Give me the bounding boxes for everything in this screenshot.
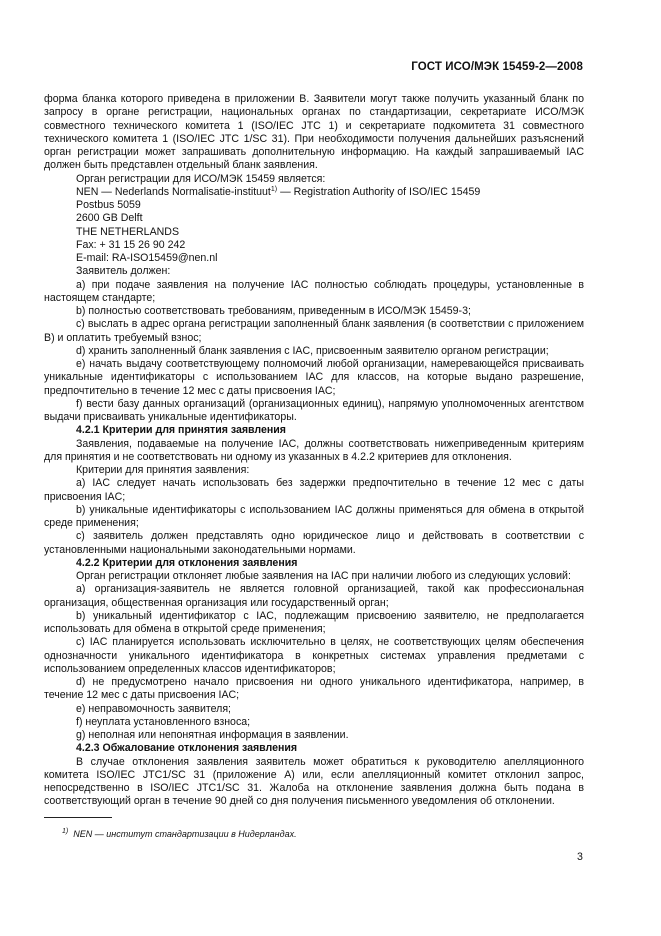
section-heading: 4.2.2 Критерии для отклонения заявления [76,556,298,569]
registration-address [44,186,584,266]
paragraph: Заявления, подаваемые на получение IAC, должны соответствовать нижеприведенным критериям для принятия и не соответствовать ни одному из указанных в 4.2.2 критериев для отклонения. [44,437,584,463]
paragraph: a) организация-заявитель не является головной организацией, такой как профессиональная организация, общественная организация или государственный орган; [44,583,584,609]
paragraph: В случае отклонения заявления заявитель может обратиться к руководителю апелляционного комитета ISO/IEC JTC1/SC 31 (приложение А) или, если апелляционный комитет отклонил запрос, непосредственно в ISO/IEC JTC1/SC 31. Жалоба на отклонение заявления должна быть подана в соответствующий орган в течение 90 дней со дня получения письменного уведомления об отклонении. [44,755,584,808]
address-org-after: — Registration Authority of ISO/IEC 15459 [277,185,481,198]
paragraph: Критерии для принятия заявления: [76,464,250,476]
section-heading: 4.2.3 Обжалование отклонения заявления [76,742,298,755]
address-fax: Fax: + 31 15 26 90 242 [76,238,186,251]
paragraph: e) начать выдачу соответствующему полномочий любой организации, намеревающейся присваивать уникальные идентификаторы с использованием IAC для классов, на которые выдано разрешение, предпочтительно в течение 12 мес с даты присвоения IAC; [44,358,584,397]
footnote [62,829,297,839]
paragraph: c) выслать в адрес органа регистрации заполненный бланк заявления (в соответствии с приложением В) и оплатить требуемый взнос; [44,318,584,344]
paragraph: a) IAC следует начать использовать без задержки предпочтительно в течение 12 мес с даты присвоения IAC; [44,477,584,503]
address-org-line [44,186,584,199]
section-heading: 4.2.1 Критерии для принятия заявления [76,424,286,437]
paragraph: форма бланка которого приведена в приложении В. Заявители могут также получить указанный бланк по запросу в органе регистрации, национальных органах по стандартизации, секретариате ИСО/МЭК совместного технического комитета 1 (ISO/IEC JTC 1) и секретариате подкомитета 31 совместного технического комитета 1 (ISO/IEC JTC 1/SC 31). При необходимости получения дальнейших разъяснений орган регистрации может запрашивать дополнительную информацию. На каждый запрашиваемый IAC должен быть представлен отдельный бланк заявления. [44,93,584,172]
address-line: THE NETHERLANDS [76,225,180,238]
footnote-mark: 1) [62,828,69,835]
paragraph: Заявитель должен: [76,265,171,278]
paragraph: f) неуплата установленного взноса; [76,715,251,728]
paragraph: d) не предусмотрено начало присвоения ни одного уникального идентификатора, например, в течение 12 мес с даты присвоения IAC; [44,676,584,702]
paragraph: g) неполная или непонятная информация в заявлении. [76,729,349,741]
address-email: E-mail: RA-ISO15459@nen.nl [76,252,218,264]
paragraph: Орган регистрации отклоняет любые заявления на IAC при наличии любого из следующих условий: [76,570,571,582]
paragraph: b) уникальный идентификатор с IAC, подлежащим присвоению заявителю, не предполагается использовать для обмена в открытой среде применения; [44,609,584,635]
address-line: Postbus 5059 [76,199,141,211]
footnote-rule [44,817,112,818]
page-number: 3 [577,851,583,863]
paragraph: e) неправомочность заявителя; [76,702,232,715]
paragraph: b) уникальные идентификаторы с использованием IAC должны применяться для обмена в открытой среде применения; [44,503,584,529]
paragraphs-block-1 [44,93,584,186]
paragraph: d) хранить заполненный бланк заявления с IAC, присвоенным заявителю органом регистрации; [76,344,549,357]
document-body [44,93,584,809]
paragraph: Орган регистрации для ИСО/МЭК 15459 является: [76,172,326,185]
footnote-text: NEN — институт стандартизации в Нидерландах. [73,829,297,839]
paragraphs-block-2 [44,265,584,808]
footnote-mark: 1) [270,185,278,193]
paragraph: f) вести базу данных организаций (организационных единиц), напрямую уполномоченных агентством выдачи присваивать уникальные идентификаторы. [44,397,584,423]
document-header: ГОСТ ИСО/МЭК 15459-2—2008 [411,61,583,73]
paragraph: a) при подаче заявления на получение IAC полностью соблюдать процедуры, установленные в настоящем стандарте; [44,278,584,304]
paragraph: c) IAC планируется использовать исключительно в целях, не соответствующих целям обеспечения однозначности уникального идентификатора в конкретных системах управления предметами с использованием определенных классов идентификаторов; [44,636,584,675]
paragraph: b) полностью соответствовать требованиям, приведенным в ИСО/МЭК 15459-3; [76,305,471,317]
address-org-before: NEN — Nederlands Normalisatie-instituut [76,185,271,198]
address-line: 2600 GB Delft [76,212,143,225]
paragraph: c) заявитель должен представлять одно юридическое лицо и действовать в соответствии с установленными национальными законодательными нормами. [44,530,584,556]
